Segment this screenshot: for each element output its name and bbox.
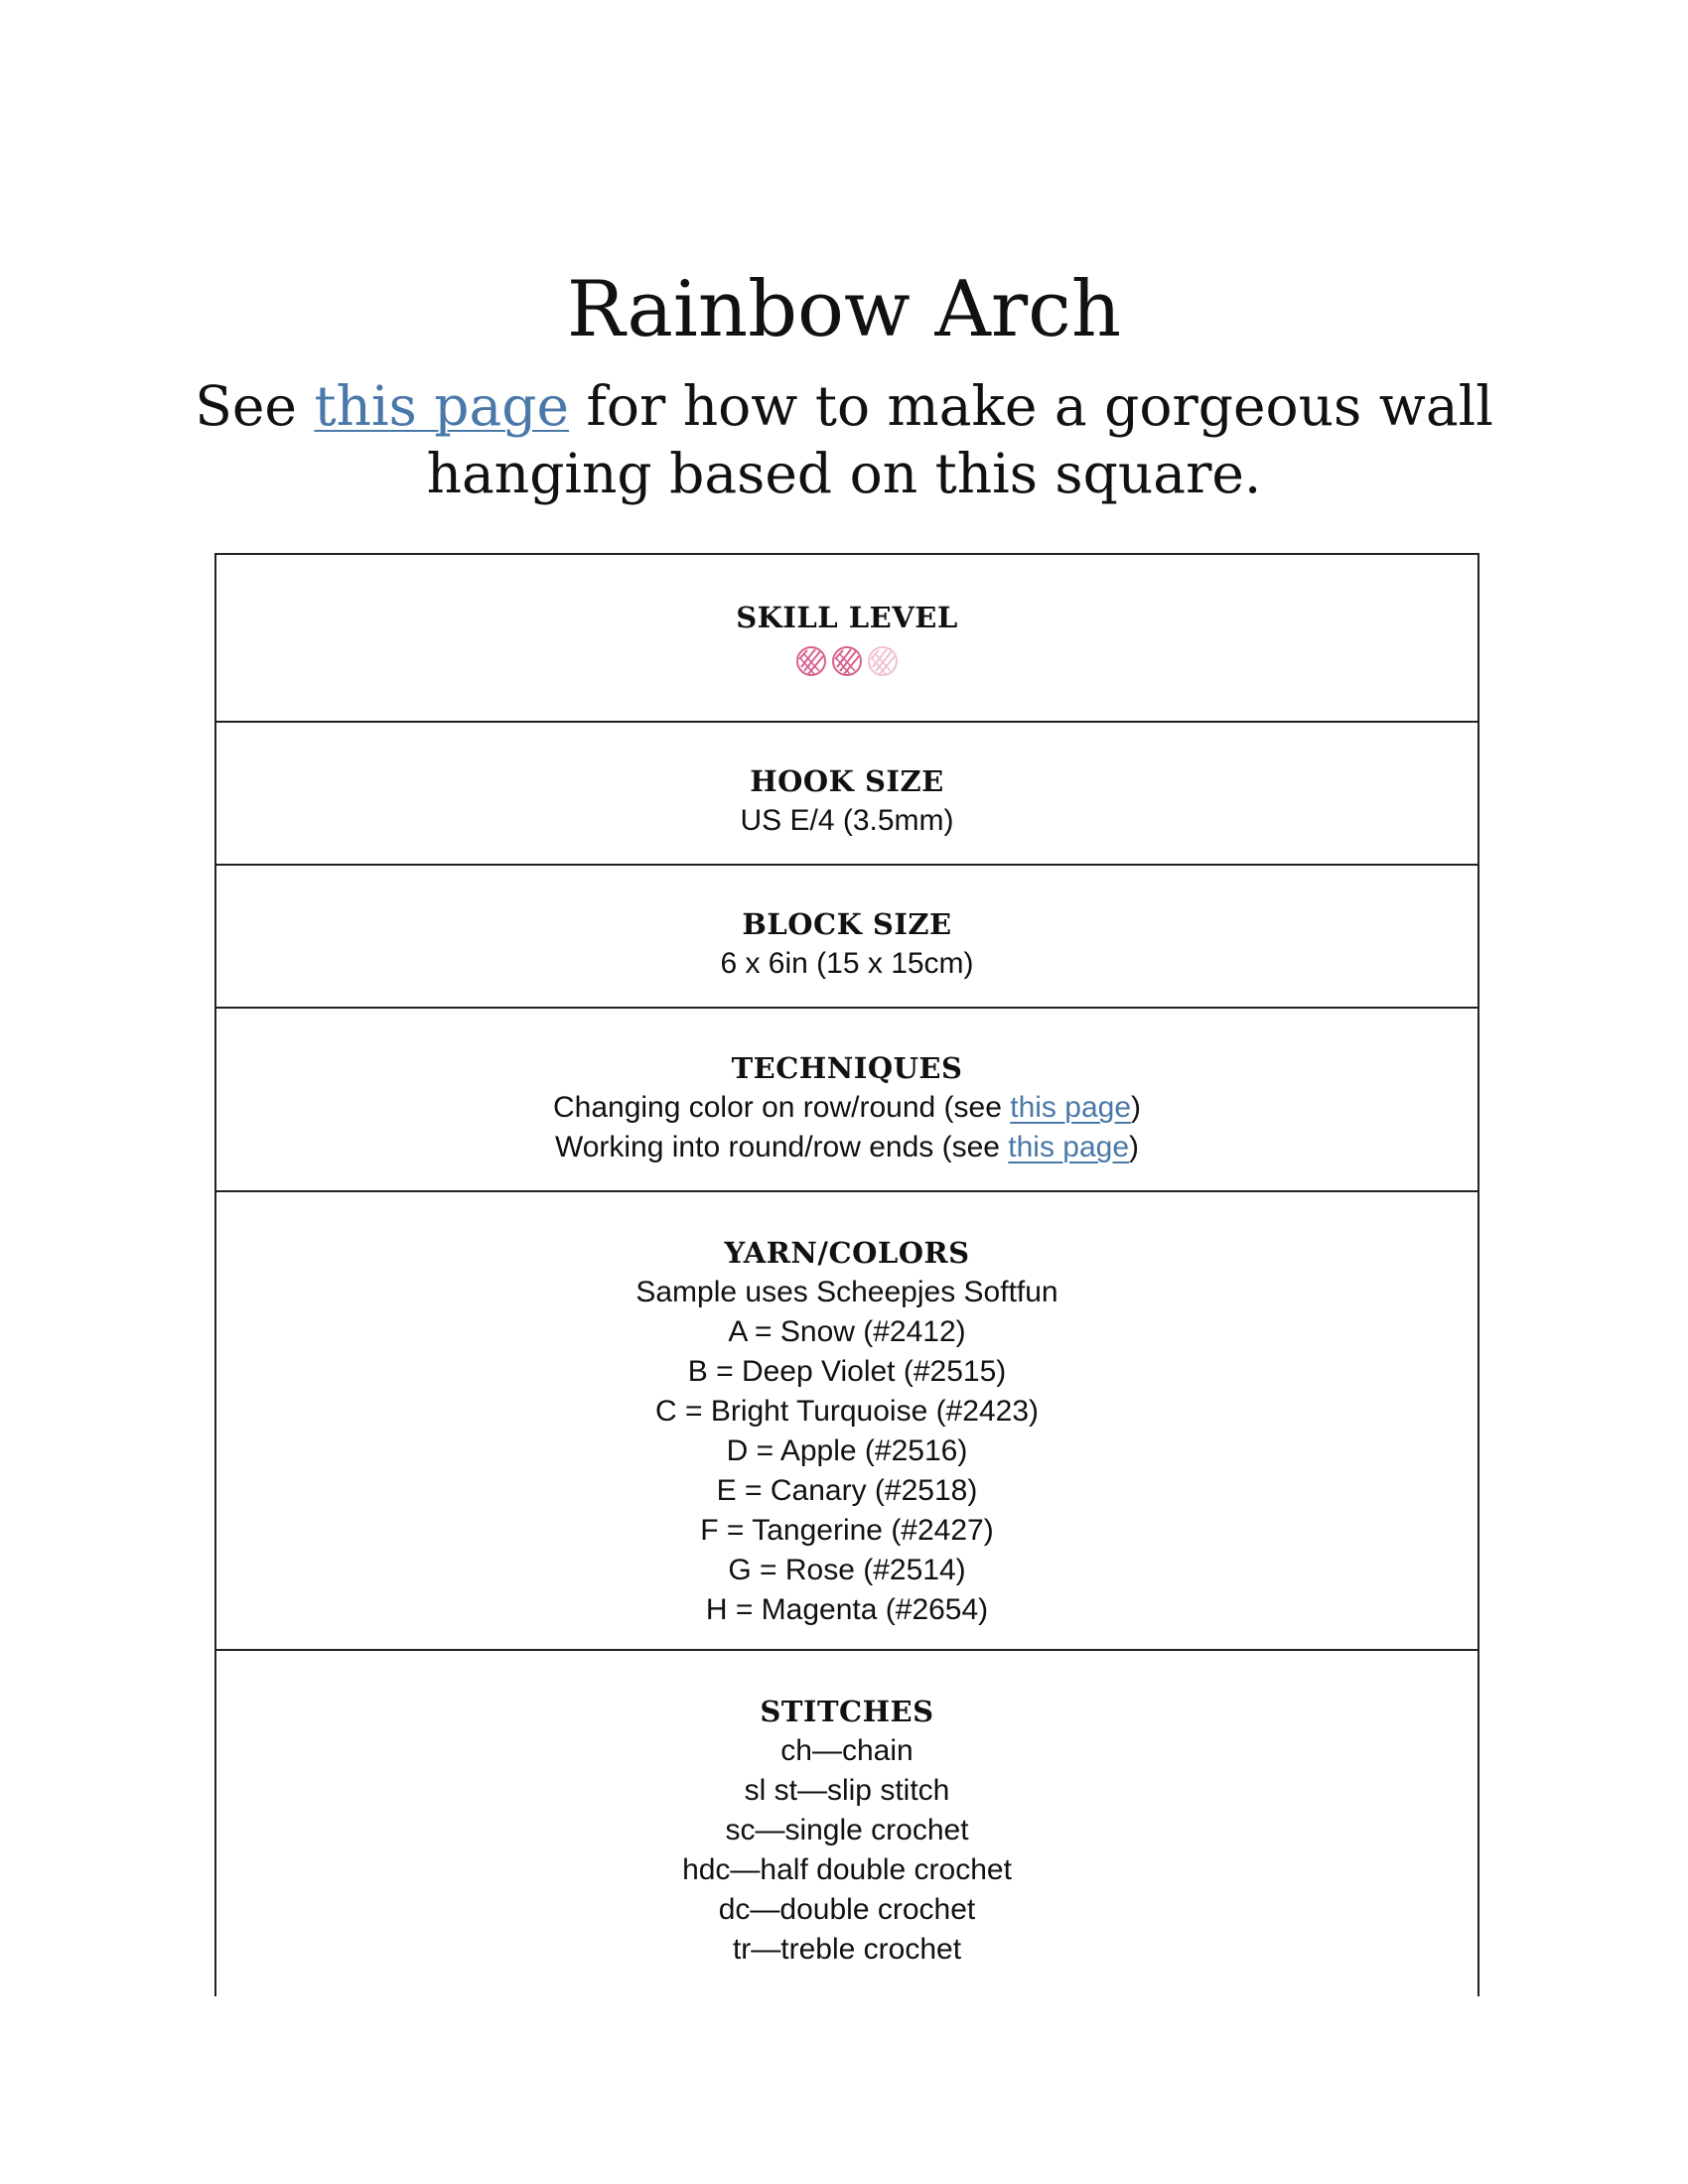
stitches-section [216, 1651, 1477, 1996]
hook-size-heading: HOOK SIZE [750, 764, 944, 798]
yarn-color-item: C = Bright Turquoise (#2423) [654, 1395, 1040, 1428]
technique-item [216, 1128, 1477, 1167]
technique-text-end: ) [1131, 1091, 1142, 1124]
yarn-ball-icon [795, 645, 827, 677]
skill-level-rating [216, 645, 1477, 677]
skill-level-heading: SKILL LEVEL [736, 601, 958, 634]
stitch-item: sc—single crochet [725, 1814, 969, 1846]
subtitle-prefix: See [195, 374, 315, 438]
techniques-section [216, 1009, 1477, 1192]
subtitle-suffix: for how to make a gorgeous wall hanging based on this square. [426, 374, 1493, 505]
yarn-color-item: B = Deep Violet (#2515) [687, 1355, 1007, 1388]
yarn-colors-section [216, 1192, 1477, 1651]
stitch-item: dc—double crochet [718, 1893, 976, 1926]
hook-size-value: US E/4 (3.5mm) [740, 804, 954, 837]
hook-size-section [216, 723, 1477, 866]
yarn-ball-icon-inactive [867, 645, 899, 677]
technique-text: Working into round/row ends (see [554, 1131, 1009, 1163]
stitch-item: hdc—half double crochet [682, 1853, 1012, 1886]
block-size-section [216, 866, 1477, 1009]
stitch-item: ch—chain [780, 1734, 914, 1767]
yarn-color-item: E = Canary (#2518) [716, 1474, 978, 1507]
yarn-colors-heading: YARN/COLORS [724, 1236, 970, 1270]
yarn-ball-icon [831, 645, 863, 677]
yarn-color-item: G = Rose (#2514) [728, 1554, 966, 1586]
technique-item [216, 1088, 1477, 1128]
color-change-link[interactable]: this page [1010, 1091, 1132, 1124]
page-title: Rainbow Arch [566, 265, 1122, 354]
stitch-item: sl st—slip stitch [744, 1774, 950, 1807]
yarn-color-item: H = Magenta (#2654) [705, 1593, 989, 1626]
yarn-color-item: A = Snow (#2412) [728, 1315, 966, 1348]
skill-level-section [216, 555, 1477, 723]
block-size-value: 6 x 6in (15 x 15cm) [720, 947, 974, 980]
techniques-heading: TECHNIQUES [731, 1051, 963, 1085]
wall-hanging-link[interactable]: this page [314, 374, 570, 438]
yarn-color-item: F = Tangerine (#2427) [700, 1514, 994, 1547]
stitches-heading: STITCHES [760, 1695, 934, 1728]
yarn-color-item: D = Apple (#2516) [726, 1434, 968, 1467]
technique-text: Changing color on row/round (see [552, 1091, 1011, 1124]
block-size-heading: BLOCK SIZE [742, 907, 952, 941]
stitch-item: tr—treble crochet [732, 1933, 962, 1966]
technique-text-end: ) [1129, 1131, 1140, 1163]
yarn-intro: Sample uses Scheepjes Softfun [635, 1276, 1058, 1308]
subtitle [149, 372, 1539, 507]
pattern-info-table [214, 553, 1479, 1996]
row-ends-link[interactable]: this page [1008, 1131, 1130, 1163]
